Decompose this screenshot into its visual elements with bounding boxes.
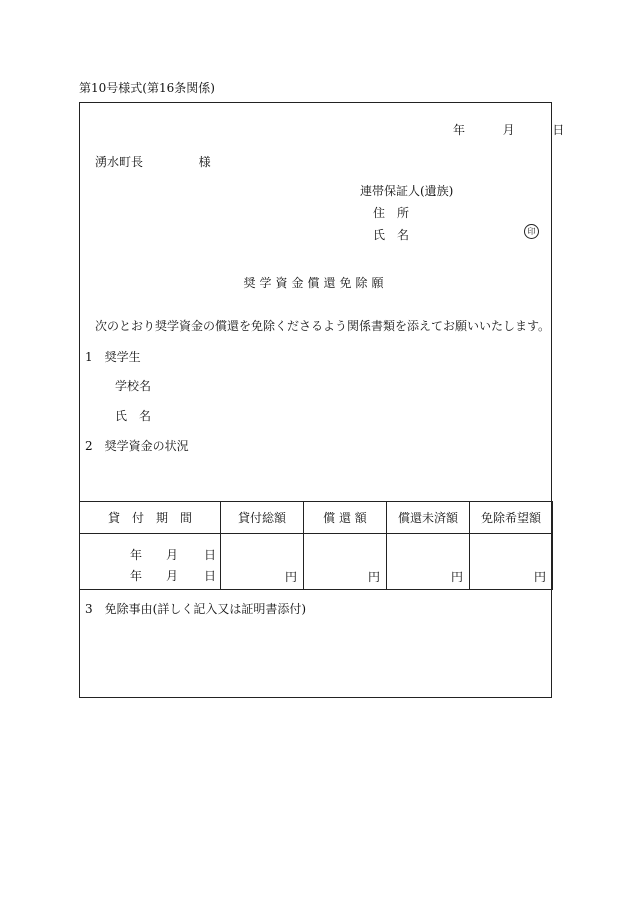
- addressee-honorific: 様: [198, 155, 211, 169]
- form-caption: 第10号様式(第16条関係): [79, 81, 215, 95]
- section3-heading: 3 免除事由(詳しく記入又は証明書添付): [85, 602, 306, 616]
- loan-period-cell[interactable]: [80, 534, 221, 590]
- school-label: 学校名: [115, 379, 152, 393]
- period-end-date: 年 月 日: [130, 569, 216, 583]
- unpaid-amount-cell[interactable]: [387, 534, 470, 590]
- section2-heading: 2 奨学資金の状況: [85, 439, 189, 453]
- date-month-label: 月: [502, 123, 515, 137]
- header-loan-total: 貸付総額: [221, 502, 304, 534]
- yen-unit: 円: [367, 570, 380, 584]
- guarantor-name-label: 氏 名: [373, 228, 410, 242]
- student-name-label: 氏 名: [115, 409, 152, 423]
- loan-total-cell[interactable]: [221, 534, 304, 590]
- date-year-label: 年: [453, 123, 466, 137]
- addressee: [95, 153, 211, 170]
- guarantor-address-label: 住 所: [373, 206, 410, 220]
- document-title: 奨学資金償還免除願: [243, 276, 388, 290]
- header-loan-period: 貸 付 期 間: [80, 502, 221, 534]
- loan-status-table: [79, 501, 553, 590]
- exemption-amount-cell[interactable]: [470, 534, 553, 590]
- date-day-label: 日: [552, 123, 565, 137]
- yen-unit: 円: [284, 570, 297, 584]
- section1-heading: 1 奨学生: [85, 350, 141, 364]
- header-exemption-amount: 免除希望額: [470, 502, 553, 534]
- addressee-name: 湧水町長: [95, 155, 144, 169]
- period-start-date: 年 月 日: [130, 548, 216, 562]
- header-unpaid-amount: 償還未済額: [387, 502, 470, 534]
- table-header-row: [80, 502, 553, 534]
- guarantor-title: 連帯保証人(遺族): [360, 184, 454, 198]
- date-line: [453, 121, 564, 138]
- form-frame: [79, 102, 565, 698]
- repaid-amount-cell[interactable]: [304, 534, 387, 590]
- yen-unit: 円: [533, 570, 546, 584]
- table-row: [80, 534, 553, 590]
- request-text: 次のとおり奨学資金の償還を免除くださるよう関係書類を添えてお願いいたします。: [95, 319, 551, 333]
- yen-unit: 円: [450, 570, 463, 584]
- header-repaid-amount: 償 還 額: [304, 502, 387, 534]
- seal-mark: 印: [524, 224, 539, 239]
